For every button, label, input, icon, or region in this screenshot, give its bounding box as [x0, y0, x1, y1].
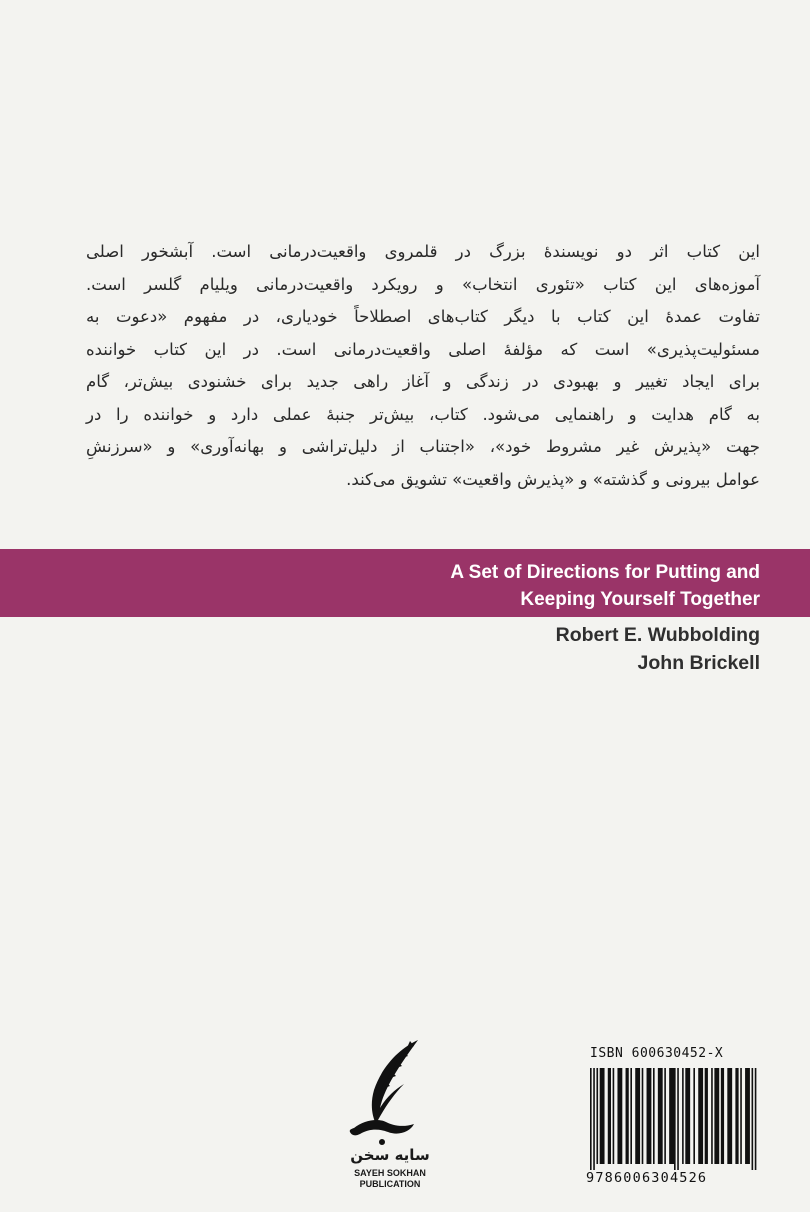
publisher-name-english: [320, 1168, 460, 1190]
description-text: [86, 236, 760, 496]
barcode-bar: [647, 1068, 652, 1164]
barcode-bar: [698, 1068, 703, 1164]
description-line: برای ایجاد تغییر و بهبودی در زندگی و آغاز راهی جدید برای خشنودی بیش‌تر، گام: [86, 372, 760, 391]
barcode-bar: [693, 1068, 695, 1164]
barcode-bar: [714, 1068, 719, 1164]
barcode-bar: [613, 1068, 615, 1164]
description-line: به گام هدایت و راهنمایی می‌شود. کتاب، بیش‌تر جنبهٔ عملی دارد و خواننده را در: [86, 404, 760, 424]
barcode-bar: [755, 1068, 757, 1170]
barcode-bar: [669, 1068, 674, 1164]
barcode-bar: [745, 1068, 750, 1164]
publisher-name-persian: سایه سخن: [350, 1146, 430, 1164]
barcode-bar: [600, 1068, 605, 1164]
description-line: آموزه‌های این کتاب «تئوری انتخاب» و رویکرد واقعیت‌درمانی ویلیام گلسر است.: [86, 274, 760, 294]
author-name: Robert E. Wubbolding: [555, 624, 760, 646]
barcode-bar: [682, 1068, 684, 1164]
publisher-name-line: SAYEH SOKHAN: [354, 1168, 426, 1178]
barcode-bar: [593, 1068, 595, 1170]
barcode-bar: [735, 1068, 738, 1164]
description-line: جهت «پذیرش غیر مشروط خود»، «اجتناب از دلیل‌تراشی و بهانه‌آوری» و «سرزنشِ: [86, 437, 760, 456]
barcode-bar: [590, 1068, 592, 1170]
description-line: عوامل بیرونی و گذشته» و «پذیرش واقعیت» تشویق می‌کند.: [346, 469, 760, 489]
barcode-number: 9786006304526: [586, 1170, 708, 1186]
barcode-bar: [626, 1068, 629, 1164]
barcode-bar: [664, 1068, 666, 1164]
barcode: [590, 1068, 758, 1170]
english-title-line: A Set of Directions for Putting and: [450, 562, 760, 583]
barcode-bar: [658, 1068, 663, 1164]
barcode-bar: [596, 1068, 598, 1164]
barcode-bar: [721, 1068, 724, 1164]
description-line: مسئولیت‌پذیری» است که مؤلفهٔ اصلی واقعیت‌درمانی است. در این کتاب خواننده: [86, 339, 760, 359]
barcode-bar: [711, 1068, 713, 1164]
barcode-bar: [727, 1068, 732, 1164]
english-title-line: Keeping Yourself Together: [520, 589, 760, 610]
barcode-bar: [653, 1068, 655, 1164]
barcode-bar: [608, 1068, 611, 1164]
barcode-bar: [630, 1068, 632, 1164]
description-line: این کتاب اثر دو نویسندهٔ بزرگ در قلمروی واقعیت‌درمانی است. آبشخور اصلی: [86, 242, 760, 261]
barcode-bar: [685, 1068, 690, 1164]
english-title: [240, 559, 760, 613]
barcode-bar: [740, 1068, 742, 1164]
barcode-bar: [677, 1068, 679, 1170]
author-name: John Brickell: [637, 652, 760, 674]
description-line: تفاوت عمدهٔ این کتاب با دیگر کتاب‌های اصطلاحاً خودیاری، در مفهوم «دعوت به: [86, 307, 760, 326]
barcode-bar: [642, 1068, 644, 1164]
barcode-bar: [674, 1068, 676, 1170]
barcode-bar: [705, 1068, 708, 1164]
isbn-label: ISBN 600630452-X: [590, 1046, 724, 1061]
barcode-bar: [617, 1068, 622, 1164]
barcode-bar: [752, 1068, 754, 1170]
publisher-name-line: PUBLICATION: [359, 1179, 421, 1189]
barcode-bar: [635, 1068, 640, 1164]
authors-block: [340, 621, 760, 677]
